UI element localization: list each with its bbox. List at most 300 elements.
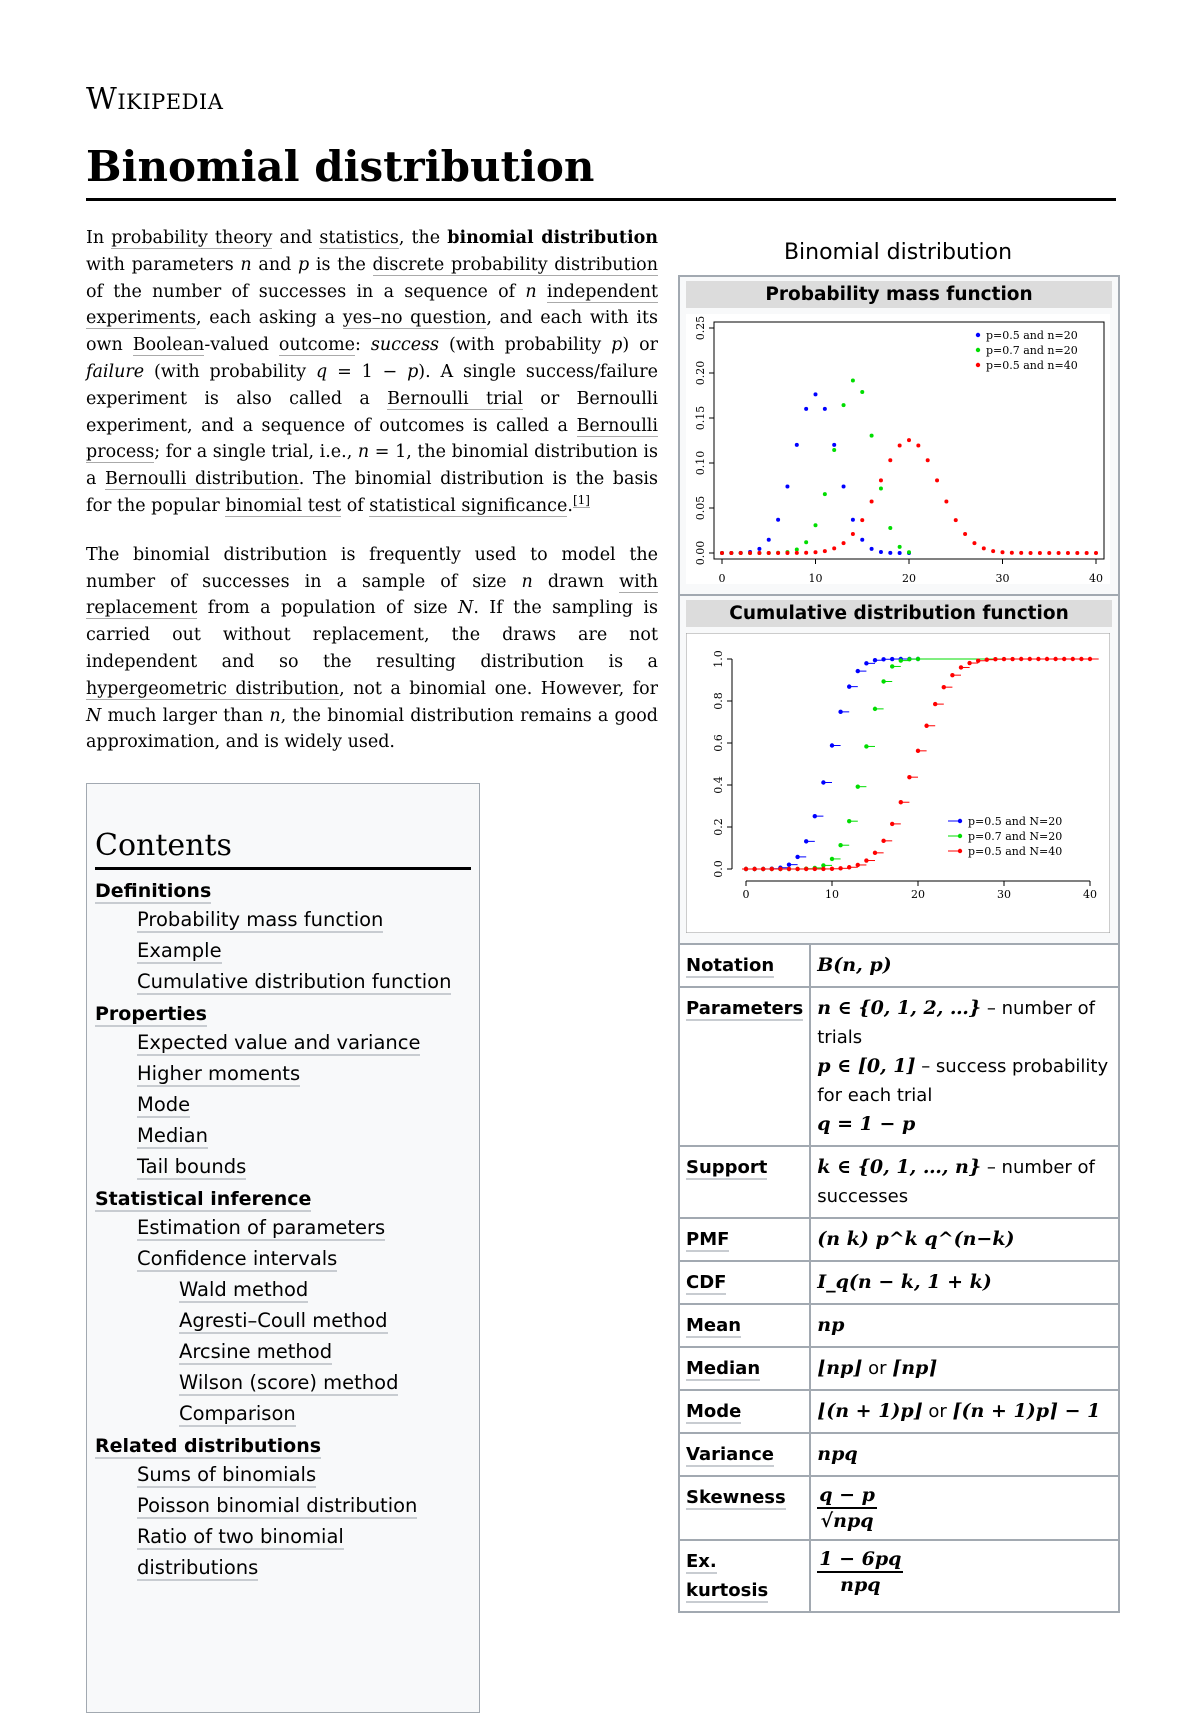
lead-paragraph-2: [86, 542, 658, 756]
text-run: :: [355, 335, 371, 356]
inline-link[interactable]: statistical significance: [369, 495, 568, 516]
toc-item[interactable]: [95, 1336, 471, 1367]
wikipedia-wordmark[interactable]: Wikipedia: [86, 82, 224, 117]
inline-link[interactable]: outcome: [278, 335, 356, 356]
text-run: . The binomial distribution is the basis for the popular: [86, 469, 658, 516]
text-run: , not a binomial one. However, for: [339, 678, 659, 699]
x-tick-label: 10: [808, 572, 823, 584]
cdf-point: [787, 862, 791, 866]
pmf-point: [888, 458, 892, 462]
pmf-header: Probability mass function: [686, 281, 1112, 308]
median-ceil: ⌈np⌉: [892, 1357, 938, 1379]
cdf-point: [813, 867, 817, 871]
text-run: In: [86, 228, 112, 248]
cdf-point: [907, 775, 911, 779]
inline-link[interactable]: yes–no question: [342, 308, 487, 329]
legend-label: p=0.7 and N=20: [968, 830, 1063, 843]
toc-item[interactable]: [95, 1459, 471, 1490]
pmf-point: [748, 551, 752, 555]
italic-text: n: [240, 254, 252, 275]
italic-text: n: [525, 281, 537, 302]
cdf-point: [873, 851, 877, 855]
cdf-point: [830, 743, 834, 747]
pmf-point: [842, 403, 846, 407]
toc-item-label[interactable]: Arcsine method: [179, 1340, 333, 1363]
infobox-row-variance: [680, 1433, 1118, 1476]
toc-item[interactable]: [95, 966, 471, 997]
cdf-point: [856, 784, 860, 788]
page-title: Binomial distribution: [86, 142, 595, 191]
pmf-point: [991, 549, 995, 553]
inline-link[interactable]: probability theory: [111, 228, 273, 248]
pmf-point: [795, 551, 799, 555]
cdf-point: [847, 865, 851, 869]
inline-link[interactable]: Boolean: [132, 335, 205, 356]
toc-section[interactable]: [95, 1188, 471, 1210]
inline-link[interactable]: Bernoulli distribution: [105, 469, 299, 490]
cdf-point: [744, 867, 748, 871]
cdf-point: [1028, 657, 1032, 661]
pmf-point: [898, 551, 902, 555]
skewness-denominator: √npq: [820, 1510, 874, 1532]
italic-text: p: [298, 254, 310, 275]
toc-item-label[interactable]: Poisson binomial distribution: [137, 1494, 418, 1517]
skewness-numerator: q − p: [817, 1483, 877, 1509]
italic-text: success: [370, 335, 440, 356]
cdf-point: [864, 661, 868, 665]
cdf-header: Cumulative distribution function: [686, 600, 1112, 627]
inline-link[interactable]: binomial test: [225, 495, 342, 516]
infobox-caption: Binomial distribution: [783, 240, 1013, 265]
cdf-point: [890, 822, 894, 826]
skewness-fraction: [817, 1483, 877, 1533]
median-label[interactable]: Median: [686, 1358, 761, 1379]
toc-item[interactable]: [95, 1243, 471, 1274]
toc-item-label[interactable]: Probability mass function: [137, 908, 384, 931]
pmf-point: [1029, 551, 1033, 555]
toc-item[interactable]: [95, 1367, 471, 1398]
pmf-point: [888, 551, 892, 555]
cdf-point: [890, 664, 894, 668]
cdf-point: [1036, 657, 1040, 661]
text-run: . If the sampling is carried out without replacement, the draws are not independent and so the resulting distribution is a: [86, 598, 658, 672]
toc-section-label[interactable]: Statistical inference: [95, 1188, 312, 1210]
text-run: of: [341, 495, 370, 516]
pmf-point: [1038, 551, 1042, 555]
inline-link[interactable]: Bernoulli trial: [387, 388, 523, 409]
cdf-point: [864, 858, 868, 862]
y-tick-label: 0.2: [712, 818, 725, 836]
y-tick-label: 0.8: [712, 692, 725, 710]
italic-text: n: [357, 442, 370, 463]
italic-text: n: [269, 705, 281, 726]
param-q: q = 1 − p: [817, 1113, 916, 1135]
infobox-row-median: [680, 1347, 1118, 1390]
inline-link[interactable]: discrete probability distribution: [372, 254, 658, 275]
pmf-point: [804, 551, 808, 555]
cdf-point: [1071, 657, 1075, 661]
kurtosis-label[interactable]: Ex. kurtosis: [686, 1551, 769, 1601]
y-tick-label: 0.4: [712, 776, 725, 794]
mean-label[interactable]: Mean: [686, 1315, 742, 1336]
legend-marker: [976, 348, 980, 352]
cdf-point: [838, 843, 842, 847]
italic-text: N: [86, 705, 102, 726]
toc-item-label[interactable]: Comparison: [179, 1402, 296, 1425]
toc-item-label[interactable]: Confidence intervals: [137, 1247, 338, 1270]
pmf-point: [898, 444, 902, 448]
toc-item-label[interactable]: Median: [137, 1124, 208, 1147]
cdf-point: [813, 814, 817, 818]
cdf-point: [907, 657, 911, 661]
text-run: and: [272, 228, 320, 248]
cdf-point: [1019, 657, 1023, 661]
cdf-figure[interactable]: [680, 627, 1118, 943]
pmf-point: [1047, 551, 1051, 555]
italic-text: p: [611, 335, 623, 356]
cdf-point: [1062, 657, 1066, 661]
toc-item[interactable]: [95, 1490, 471, 1521]
y-tick-label: 0.00: [694, 540, 707, 566]
cdf-point: [795, 855, 799, 859]
cdf-point: [830, 867, 834, 871]
toc-item[interactable]: [95, 904, 471, 935]
legend-label: p=0.5 and N=40: [968, 845, 1063, 858]
pmf-point: [814, 550, 818, 554]
cdf-point: [761, 867, 765, 871]
text-run: ) or: [622, 335, 659, 356]
pmf-point: [767, 538, 771, 542]
table-of-contents: [86, 783, 480, 1713]
x-tick-label: 40: [1089, 572, 1103, 584]
cdf-point: [787, 867, 791, 871]
pmf-point: [860, 538, 864, 542]
param-n-desc: – number of trials: [817, 998, 1095, 1048]
pmf-point: [972, 541, 976, 545]
pmf-point: [804, 540, 808, 544]
italic-text: failure: [86, 361, 145, 382]
cdf-point: [873, 707, 877, 711]
text-run: much larger than: [101, 705, 270, 726]
text-run: = 1, the binomial distribution is a: [86, 442, 658, 490]
inline-link[interactable]: hypergeometric distribution: [86, 678, 340, 699]
pmf-point: [944, 500, 948, 504]
pmf-point: [795, 548, 799, 552]
text-run: (with probability: [439, 335, 612, 356]
pmf-point: [1085, 551, 1089, 555]
mode-or: or: [922, 1401, 953, 1422]
text-run: .: [567, 495, 573, 516]
toc-item[interactable]: [95, 1305, 471, 1336]
cdf-point: [993, 657, 997, 661]
cdf-point: [873, 658, 877, 662]
infobox-row-pmf: [680, 1218, 1118, 1261]
variance-label[interactable]: Variance: [686, 1444, 774, 1465]
cdf-point: [890, 657, 894, 661]
pmf-point: [907, 550, 911, 554]
toc-section[interactable]: [95, 880, 471, 902]
kurtosis-numerator: 1 − 6pq: [817, 1547, 903, 1573]
pmf-chart: [686, 314, 1110, 584]
toc-section-label[interactable]: Properties: [95, 1003, 207, 1025]
pmf-point: [870, 500, 874, 504]
cdf-point: [881, 657, 885, 661]
toc-item[interactable]: [95, 1398, 471, 1429]
toc-item-label[interactable]: Example: [137, 939, 222, 962]
pmf-point: [860, 518, 864, 522]
legend-marker: [976, 333, 980, 337]
cdf-point: [847, 819, 851, 823]
cdf-point: [1045, 657, 1049, 661]
pmf-point: [842, 541, 846, 545]
cdf-point: [770, 867, 774, 871]
cdf-point: [1053, 657, 1057, 661]
toc-item[interactable]: [95, 1089, 471, 1120]
param-n: n ∈ {0, 1, 2, …}: [817, 997, 982, 1019]
infobox-row-skewness: [680, 1476, 1118, 1540]
toc-title: Contents: [95, 828, 232, 863]
inline-link[interactable]: independent experiments: [86, 281, 658, 329]
x-tick-label: 40: [1083, 888, 1097, 901]
text-run: and: [251, 254, 298, 275]
mode-ceil: ⌈(n + 1)p⌉ − 1: [952, 1400, 1101, 1422]
text-run: is the: [309, 254, 373, 275]
pmf-point: [814, 523, 818, 527]
toc-item-label[interactable]: Cumulative distribution function: [137, 970, 452, 993]
text-run: with parameters: [86, 254, 241, 275]
support-label[interactable]: Support: [686, 1157, 768, 1178]
parameters-label[interactable]: Parameters: [686, 998, 804, 1019]
toc-item-label[interactable]: Tail bounds: [137, 1155, 247, 1178]
cdf-point: [821, 867, 825, 871]
pmf-point: [879, 478, 883, 482]
toc-list: [95, 880, 471, 1583]
cdf-point: [976, 659, 980, 663]
cdf-point: [916, 749, 920, 753]
cdf-point: [916, 657, 920, 661]
text-run: , and each with its own: [86, 308, 659, 356]
toc-item[interactable]: [95, 1120, 471, 1151]
pmf-point: [785, 484, 789, 488]
infobox-row-parameters: [680, 987, 1118, 1146]
pmf-point: [739, 551, 743, 555]
inline-link[interactable]: Bernoulli process: [86, 415, 658, 463]
x-tick-label: 30: [995, 572, 1010, 584]
y-tick-label: 0.25: [694, 315, 707, 341]
toc-item-label[interactable]: Mode: [137, 1093, 191, 1116]
infobox-row-mode: [680, 1390, 1118, 1433]
pmf-point: [823, 407, 827, 411]
median-or: or: [862, 1358, 893, 1379]
toc-item-label[interactable]: Expected value and variance: [137, 1031, 421, 1054]
mean-value: np: [817, 1314, 845, 1336]
cdf-point: [1079, 657, 1083, 661]
toc-item-label[interactable]: Wald method: [179, 1278, 309, 1301]
pmf-point: [907, 438, 911, 442]
cdf-point: [838, 866, 842, 870]
pmf-point: [851, 379, 855, 383]
support-value: k ∈ {0, 1, …, n}: [817, 1156, 982, 1178]
pmf-point: [860, 390, 864, 394]
pmf-formula: (n k) p^k q^(n−k): [817, 1228, 1015, 1250]
text-run: , the binomial distribution remains a good approximation, and is widely used.: [86, 705, 659, 753]
toc-item-label[interactable]: Sums of binomials: [137, 1463, 317, 1486]
text-run: , each asking a: [195, 308, 343, 329]
pmf-point: [879, 550, 883, 554]
cdf-point: [795, 867, 799, 871]
italic-text: n: [521, 571, 533, 592]
toc-item[interactable]: [95, 935, 471, 966]
text-run: , the: [398, 228, 448, 248]
pmf-point: [776, 551, 780, 555]
cdf-point: [821, 780, 825, 784]
pmf-point: [832, 546, 836, 550]
toc-item[interactable]: [95, 1212, 471, 1243]
toc-item[interactable]: [95, 1274, 471, 1305]
y-tick-label: 0.6: [712, 734, 725, 752]
toc-section[interactable]: [95, 1435, 471, 1457]
pmf-point: [1019, 551, 1023, 555]
cdf-point: [881, 679, 885, 683]
toc-item[interactable]: [95, 1521, 471, 1583]
toc-item[interactable]: [95, 1151, 471, 1182]
legend-marker: [958, 849, 962, 853]
infobox-separator: [680, 594, 1118, 596]
kurtosis-fraction: [817, 1547, 903, 1597]
pmf-point: [720, 551, 724, 555]
cdf-point: [985, 657, 989, 661]
text-run: ). A single success/failure experiment is also called a: [86, 361, 658, 409]
infobox-row-kurtosis: [680, 1540, 1118, 1611]
toc-item[interactable]: [95, 1027, 471, 1058]
pmf-point: [1094, 551, 1098, 555]
toc-item-label[interactable]: Agresti–Coull method: [179, 1309, 388, 1332]
italic-text: q: [316, 361, 328, 382]
cdf-point: [881, 839, 885, 843]
pmf-point: [1066, 551, 1070, 555]
cdf-point: [899, 658, 903, 662]
cdf-point: [899, 800, 903, 804]
pmf-point: [963, 532, 967, 536]
toc-section-label[interactable]: Definitions: [95, 880, 212, 902]
cdf-point: [838, 710, 842, 714]
notation-value: B(n, p): [817, 954, 892, 976]
pmf-point: [823, 549, 827, 553]
pmf-point: [832, 443, 836, 447]
x-tick-label: 20: [911, 888, 925, 901]
pmf-point: [954, 518, 958, 522]
y-tick-label: 0.10: [694, 450, 707, 476]
cdf-point: [830, 857, 834, 861]
cdf-point: [959, 665, 963, 669]
x-tick-label: 0: [742, 888, 750, 901]
pmf-point: [851, 532, 855, 536]
pmf-point: [851, 518, 855, 522]
pmf-point: [814, 392, 818, 396]
notation-label[interactable]: Notation: [686, 955, 775, 976]
cdf-formula: I_q(n − k, 1 + k): [817, 1271, 992, 1293]
text-run: (with probability: [144, 361, 317, 382]
cdf-chart: [686, 633, 1110, 933]
inline-link[interactable]: statistics: [319, 228, 399, 248]
x-tick-label: 10: [825, 888, 839, 901]
italic-text: p: [407, 361, 419, 382]
cdf-point: [1010, 657, 1014, 661]
toc-item-label[interactable]: Higher moments: [137, 1062, 301, 1085]
cdf-point: [778, 867, 782, 871]
cdf-point: [1002, 657, 1006, 661]
cdf-point: [967, 661, 971, 665]
pmf-point: [888, 526, 892, 530]
lead-paragraph-1: [86, 225, 658, 520]
pmf-point: [1010, 551, 1014, 555]
pmf-point: [879, 487, 883, 491]
toc-divider: [95, 867, 471, 870]
cdf-point: [933, 702, 937, 706]
variance-value: npq: [817, 1443, 858, 1465]
mode-floor: ⌊(n + 1)p⌋: [817, 1400, 923, 1422]
cdf-point: [856, 863, 860, 867]
y-tick-label: 0.0: [712, 860, 725, 878]
pmf-point: [1057, 551, 1061, 555]
text-run: of the number of successes in a sequence of: [86, 281, 526, 302]
cdf-point: [864, 744, 868, 748]
lead-section: [86, 225, 658, 778]
cdf-label[interactable]: CDF: [686, 1272, 727, 1293]
legend-label: p=0.5 and n=20: [986, 329, 1078, 342]
toc-section-label[interactable]: Related distributions: [95, 1435, 322, 1457]
text-run: [537, 282, 547, 302]
legend-label: p=0.5 and n=40: [986, 359, 1078, 372]
pmf-point: [767, 551, 771, 555]
pmf-label[interactable]: PMF: [686, 1229, 730, 1250]
toc-item-label[interactable]: Estimation of parameters: [137, 1216, 386, 1239]
pmf-point: [898, 545, 902, 549]
pmf-point: [757, 547, 761, 551]
pmf-figure[interactable]: [680, 308, 1118, 594]
mode-label[interactable]: Mode: [686, 1401, 742, 1422]
citation-link[interactable]: [1]: [572, 493, 590, 508]
pmf-point: [757, 551, 761, 555]
infobox-table: [680, 943, 1118, 1611]
infobox-row-notation: [680, 944, 1118, 987]
toc-section[interactable]: [95, 1003, 471, 1025]
toc-item-label[interactable]: Ratio of two binomial distributions: [137, 1525, 344, 1579]
legend-marker: [976, 363, 980, 367]
text-run: The binomial distribution is frequently used to model the number of successes in a sample of size: [86, 544, 658, 592]
support-desc: – number of successes: [817, 1157, 1095, 1207]
y-tick-label: 0.15: [694, 405, 707, 431]
plot-background: [686, 633, 1110, 933]
pmf-point: [870, 547, 874, 551]
toc-item-label[interactable]: Wilson (score) method: [179, 1371, 399, 1394]
toc-item[interactable]: [95, 1058, 471, 1089]
pmf-point: [1075, 551, 1079, 555]
infobox-row-cdf: [680, 1261, 1118, 1304]
cdf-point: [856, 669, 860, 673]
cdf-point: [950, 673, 954, 677]
pmf-point: [804, 407, 808, 411]
skewness-label[interactable]: Skewness: [686, 1487, 786, 1508]
inline-link[interactable]: with replacement: [86, 571, 658, 619]
text-run: = 1 −: [327, 361, 408, 382]
legend-label: p=0.5 and N=20: [968, 815, 1063, 828]
cdf-point: [752, 867, 756, 871]
text-run: -valued: [204, 335, 279, 356]
param-p-desc: – success probability for each trial: [817, 1056, 1109, 1106]
cdf-point: [804, 839, 808, 843]
cdf-point: [942, 685, 946, 689]
